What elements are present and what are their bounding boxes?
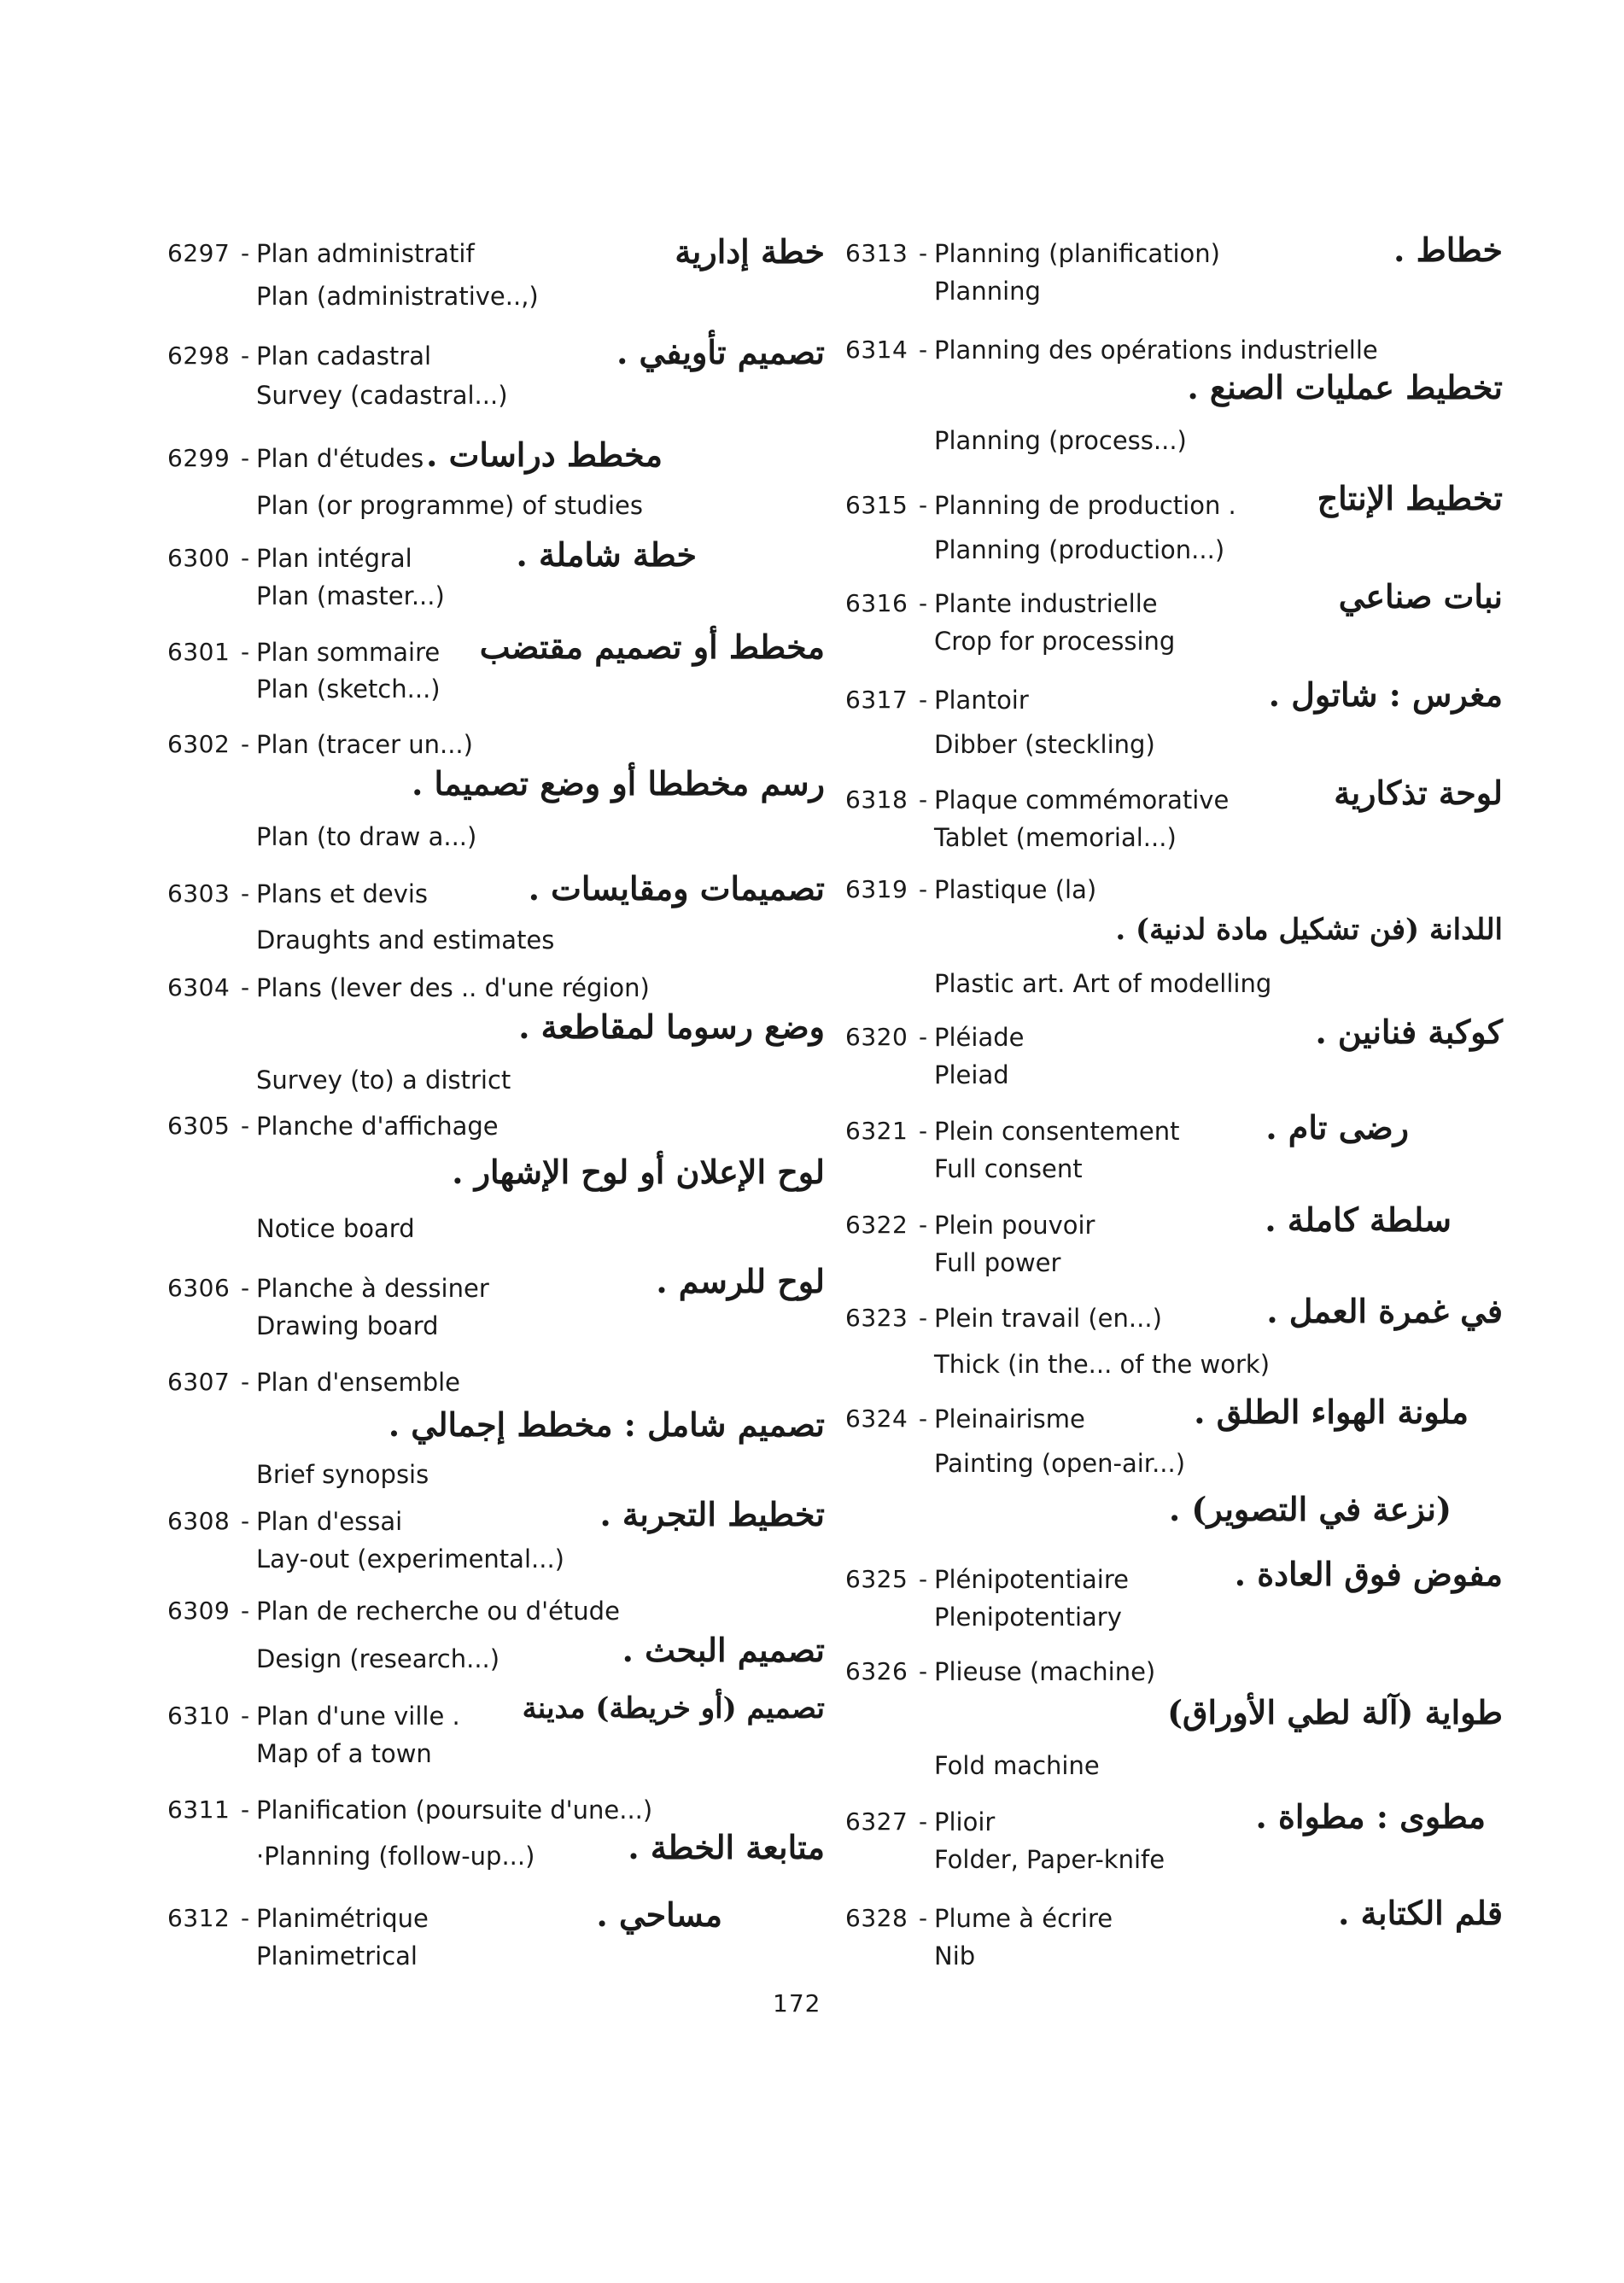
entry-english: Pleiad [934,1060,1009,1089]
entry-6301 [167,628,825,715]
entry-arabic: مخطط أو تصميم مقتضب [479,628,825,666]
entry-english: Planning [934,277,1041,306]
entry-dash: - [241,1507,250,1535]
entry-french: Plan administratif [256,239,475,268]
entry-french: Plaque commémorative [934,785,1230,815]
entry-arabic: تصميم (أو خريطة) مدينة [522,1691,825,1725]
entry-number: 6311 [167,1795,231,1824]
entry-number: 6303 [167,879,231,908]
entry-dash: - [241,1597,250,1625]
entry-number: 6323 [845,1304,908,1332]
entry-number: 6320 [845,1023,908,1051]
entry-arabic: تصميمات ومقايسات . [528,869,825,908]
entry-french: Plan sommaire [256,638,441,667]
entry-french: Plante industrielle [934,589,1158,618]
entry-arabic: رسم مخططا أو وضع تصميما . [412,764,825,803]
entry-number: 6301 [167,638,231,666]
entry-english: Crop for processing [934,627,1176,656]
entry-arabic-continuation: (نزعة في التصوير) . [1168,1490,1452,1528]
entry-english: Nib [934,1941,976,1971]
entry-6315 [845,479,1503,568]
entry-english: Draughts and estimates [256,925,555,955]
entry-dash: - [919,1304,928,1332]
entry-dash: - [919,1404,928,1433]
entry-6322 [845,1200,1503,1287]
entry-english: Plan (sketch...) [256,674,441,704]
entry-french: Plan d'études [256,444,424,473]
entry-english: Painting (open-air...) [934,1449,1186,1478]
entry-french: Planning des opérations industrielle [934,336,1378,365]
entry-number: 6310 [167,1702,231,1730]
entry-number: 6304 [167,973,231,1001]
entry-number: 6325 [845,1565,908,1593]
entry-arabic: قلم الكتابة . [1338,1894,1503,1932]
entry-arabic: تخطيط الإنتاج [1317,479,1503,517]
entry-dash: - [241,638,250,666]
entry-french: Plieuse (machine) [934,1657,1156,1686]
entry-english: Drawing board [256,1311,439,1340]
entry-arabic: لوحة تذكارية [1334,774,1503,812]
entry-english: Design (research...) [256,1644,500,1673]
entry-dash: - [919,1904,928,1932]
entry-6309 [167,1597,825,1682]
entry-number: 6316 [845,589,908,617]
entry-number: 6312 [167,1904,231,1932]
entry-french: Pléiade [934,1023,1025,1052]
entry-english: ·Planning (follow-up...) [256,1842,535,1871]
entry-arabic: خطة إدارية [675,232,825,271]
entry-6318 [845,774,1503,862]
entry-french: Plans et devis [256,879,429,908]
entry-english: Tablet (memorial...) [934,823,1177,852]
entry-arabic: مخطط دراسات . [426,435,663,474]
entry-arabic: تخطيط عمليات الصنع . [1187,368,1503,406]
entry-english: Plan (to draw a...) [256,822,477,851]
entry-dash: - [919,336,928,364]
entry-arabic: تصميم البحث . [622,1631,825,1669]
entry-english: Planning (process...) [934,426,1187,455]
entry-dash: - [919,239,928,267]
entry-french: Planning (planification) [934,239,1220,268]
entry-6308 [167,1495,825,1584]
entry-6312 [167,1895,825,1981]
entry-french: Plan de recherche ou d'étude [256,1597,620,1626]
entry-arabic: مغرس : شاتول . [1268,675,1503,714]
entry-6317 [845,675,1503,762]
entry-arabic: سلطة كاملة . [1265,1200,1452,1239]
entry-number: 6315 [845,491,908,519]
entry-french: Plastique (la) [934,875,1097,904]
entry-6320 [845,1013,1503,1100]
entry-english: Notice board [256,1214,415,1243]
entry-english: Planning (production...) [934,535,1225,564]
entry-dash: - [919,1565,928,1593]
entry-english: Plan (administrative..,) [256,282,539,311]
entry-6298 [167,333,825,418]
entry-number: 6299 [167,444,231,472]
entry-english: Dibber (steckling) [934,730,1155,759]
entry-arabic: اللدانة (فن تشكيل مادة لدنية) . [1115,913,1503,947]
entry-dash: - [919,875,928,903]
entry-arabic: لوح للرسم . [656,1262,825,1300]
entry-french: Planification (poursuite d'une...) [256,1795,653,1825]
entry-dash: - [919,1657,928,1685]
entry-6307 [167,1368,825,1487]
entry-french: Plan d'une ville . [256,1702,460,1731]
entry-english: Survey (cadastral...) [256,381,508,410]
entry-dash: - [241,879,250,908]
entry-6306 [167,1262,825,1351]
entry-6313 [845,231,1503,307]
entry-arabic: تصميم تأويفي . [616,333,825,371]
entry-number: 6298 [167,342,231,370]
entry-arabic: لوح الإعلان أو لوح الإشهار . [452,1153,825,1191]
entry-dash: - [919,1023,928,1051]
entry-6305 [167,1112,825,1243]
entry-arabic: ملونة الهواء الطلق . [1194,1393,1469,1431]
entry-dash: - [919,1117,928,1145]
entry-6321 [845,1108,1503,1194]
entry-arabic: في غمرة العمل . [1266,1292,1503,1330]
entry-number: 6308 [167,1507,231,1535]
entry-6328 [845,1894,1503,1981]
entry-number: 6318 [845,785,908,814]
entry-english: Folder, Paper-knife [934,1845,1165,1874]
entry-6299 [167,435,825,521]
entry-dash: - [241,239,250,267]
entry-english: Plan (or programme) of studies [256,491,643,520]
entry-arabic: مطوى : مطواة . [1255,1797,1486,1836]
entry-6325 [845,1555,1503,1642]
entry-arabic: طواية (آلة لطي الأوراق) [1167,1693,1503,1731]
entry-6310 [167,1691,825,1778]
entry-french: Plénipotentiaire [934,1565,1129,1594]
entry-dash: - [241,1274,250,1302]
entry-6316 [845,577,1503,666]
entry-number: 6317 [845,686,908,714]
entry-number: 6313 [845,239,908,267]
entry-arabic: مفوض فوق العادة . [1234,1555,1503,1593]
entry-french: Planche d'affichage [256,1112,499,1141]
entry-dash: - [919,1807,928,1836]
entry-french: Pleinairisme [934,1404,1085,1433]
entry-french: Planning de production . [934,491,1236,520]
entry-english: Lay-out (experimental...) [256,1544,564,1574]
entry-number: 6309 [167,1597,231,1625]
entry-number: 6300 [167,544,231,572]
entry-english: Fold machine [934,1751,1100,1780]
entry-number: 6302 [167,730,231,758]
entry-french: Plein consentement [934,1117,1180,1146]
entry-6302 [167,730,825,858]
entry-dash: - [919,1211,928,1239]
entry-french: Plein pouvoir [934,1211,1095,1240]
entry-english: Thick (in the... of the work) [934,1350,1271,1379]
entry-dash: - [241,1702,250,1730]
entry-6319 [845,875,1503,1003]
entry-number: 6327 [845,1807,908,1836]
entry-french: Plein travail (en...) [934,1304,1162,1333]
entry-number: 6305 [167,1112,231,1140]
entry-6297 [167,232,825,316]
entry-french: Plan intégral [256,544,412,573]
entry-dash: - [919,589,928,617]
entry-dash: - [241,1112,250,1140]
entry-english: Brief synopsis [256,1460,429,1489]
entry-english: Full consent [934,1154,1083,1183]
entry-arabic: متابعة الخطة . [628,1828,825,1866]
entry-french: Plan cadastral [256,342,432,371]
entry-french: Plans (lever des .. d'une région) [256,973,650,1002]
entry-french: Plan (tracer un...) [256,730,473,759]
entry-french: Planche à dessiner [256,1274,489,1303]
entry-arabic: تخطيط التجربة . [599,1495,825,1533]
entry-french: Plan d'essai [256,1507,403,1536]
entry-english: Survey (to) a district [256,1066,511,1095]
entry-number: 6307 [167,1368,231,1396]
entry-dash: - [241,730,250,758]
entry-dash: - [241,1904,250,1932]
entry-arabic: خطاط . [1393,231,1503,269]
entry-arabic: وضع رسوما لمقاطعة . [518,1007,825,1046]
entry-arabic: تصميم شامل : مخطط إجمالي . [388,1405,825,1444]
entry-6323 [845,1292,1503,1389]
entry-arabic: مساحي . [596,1895,722,1934]
entry-dash: - [919,686,928,714]
entry-english: Plan (master...) [256,581,445,610]
entry-french: Planimétrique [256,1904,429,1933]
entry-number: 6328 [845,1904,908,1932]
entry-number: 6326 [845,1657,908,1685]
entry-arabic: نبات صناعي [1338,577,1503,616]
entry-6300 [167,535,825,621]
entry-dash: - [919,785,928,814]
entry-english: Plenipotentiary [934,1603,1122,1632]
entry-dash: - [241,1795,250,1824]
entry-number: 6322 [845,1211,908,1239]
entry-french: Plioir [934,1807,996,1836]
entry-6327 [845,1797,1503,1884]
entry-dash: - [241,973,250,1001]
entry-6324 [845,1393,1503,1550]
entry-number: 6321 [845,1117,908,1145]
entry-arabic: رضى تام . [1265,1108,1409,1147]
entry-number: 6314 [845,336,908,364]
entry-french: Plan d'ensemble [256,1368,461,1397]
entry-number: 6324 [845,1404,908,1433]
entry-dash: - [241,342,250,370]
entry-dash: - [919,491,928,519]
entry-english: Full power [934,1248,1061,1277]
entry-english: Map of a town [256,1739,432,1768]
entry-dash: - [241,544,250,572]
page-number: 172 [773,1989,821,2017]
entry-arabic: خطة شاملة . [516,535,697,574]
entry-6303 [167,869,825,956]
entry-number: 6297 [167,239,231,267]
entry-6311 [167,1795,825,1881]
entry-number: 6319 [845,875,908,903]
entry-6326 [845,1657,1503,1785]
entry-6304 [167,973,825,1095]
entry-6314 [845,336,1503,464]
entry-arabic: كوكبة فنانين . [1315,1013,1503,1051]
entry-french: Plume à écrire [934,1904,1113,1933]
entry-dash: - [241,1368,250,1396]
entry-french: Plantoir [934,686,1029,715]
entry-number: 6306 [167,1274,231,1302]
entry-dash: - [241,444,250,472]
entry-english: Plastic art. Art of modelling [934,969,1272,998]
entry-english: Planimetrical [256,1941,418,1971]
